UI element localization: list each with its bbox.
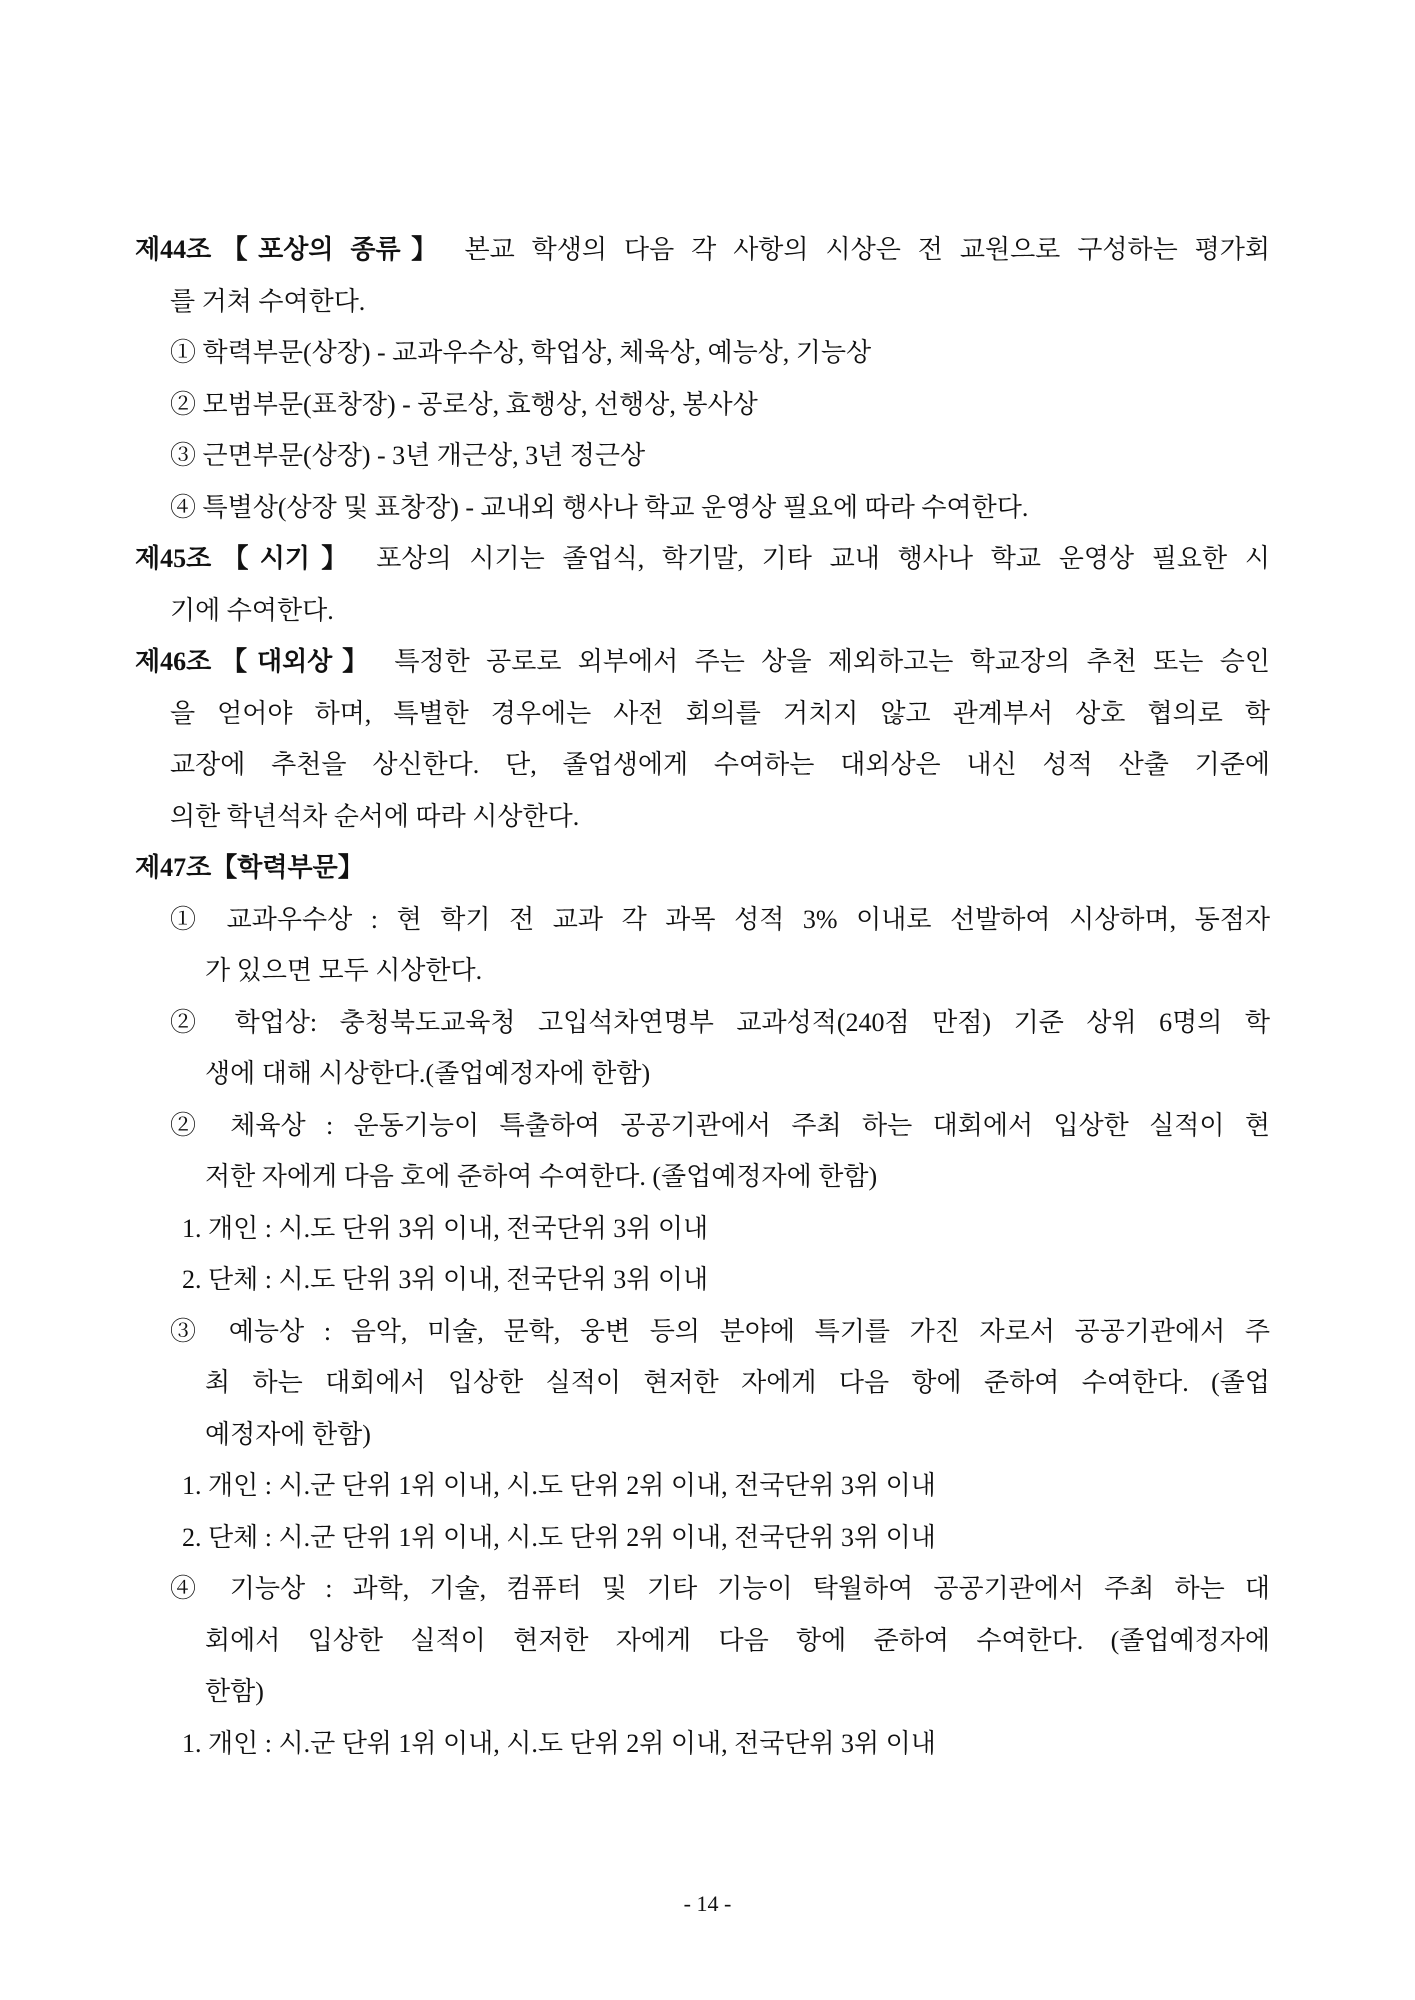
article-47-first-line xyxy=(135,842,1270,894)
article-44 xyxy=(135,224,1270,533)
article-47-item-arts-award xyxy=(135,1306,1270,1564)
article-44-item-1: ① 학력부문(상장) - 교과우수상, 학업상, 체육상, 예능상, 기능상 xyxy=(170,338,872,367)
item-text: ② 학업상: 충청북도교육청 고입석차연명부 교과성적(240점 만점) 기준 상위 6명의 학 xyxy=(170,1007,1270,1037)
sub-item: 1. 개인 : 시.군 단위 1위 이내, 시.도 단위 2위 이내, 전국단위 3위 이내 xyxy=(182,1728,936,1758)
item-text: ② 체육상 : 운동기능이 특출하여 공공기관에서 주최 하는 대회에서 입상한 실적이 현 xyxy=(170,1110,1270,1140)
article-47-item-academic-award xyxy=(135,997,1270,1100)
sub-item: 1. 개인 : 시.도 단위 3위 이내, 전국단위 3위 이내 xyxy=(182,1213,709,1243)
article-44-heading: 제44조【포상의 종류】 xyxy=(135,235,448,264)
article-47-item-subject-excellence xyxy=(135,894,1270,997)
article-47 xyxy=(135,842,1270,1769)
article-46-text-continued: 교장에 추천을 상신한다. 단, 졸업생에게 수여하는 대외상은 내신 성적 산출 기준에 xyxy=(170,750,1270,779)
article-46-text-continued: 의한 학년석차 순서에 따라 시상한다. xyxy=(170,801,580,831)
article-44-text: 본교 학생의 다음 각 사항의 시상은 전 교원으로 구성하는 평가회 xyxy=(464,235,1270,264)
item-text-continued: 한함) xyxy=(205,1677,264,1706)
article-45-text: 포상의 시기는 졸업식, 학기말, 기타 교내 행사나 학교 운영상 필요한 시 xyxy=(376,544,1270,573)
sub-item: 1. 개인 : 시.군 단위 1위 이내, 시.도 단위 2위 이내, 전국단위 3위 이내 xyxy=(182,1471,936,1500)
article-46-text-continued: 을 얻어야 하며, 특별한 경우에는 사전 회의를 거치지 않고 관계부서 상호 협의로 학 xyxy=(170,698,1270,728)
page-number: - 14 - xyxy=(683,1891,732,1916)
item-text: ③ 예능상 : 음악, 미술, 문학, 웅변 등의 분야에 특기를 가진 자로서 공공기관에서 주 xyxy=(170,1316,1270,1346)
article-45-heading: 제45조【시기】 xyxy=(135,544,359,573)
article-44-item-2: ② 모범부문(표창장) - 공로상, 효행상, 선행상, 봉사상 xyxy=(170,389,758,419)
item-text-continued: 예정자에 한함) xyxy=(205,1419,371,1449)
article-46-text: 특정한 공로로 외부에서 주는 상을 제외하고는 학교장의 추천 또는 승인 xyxy=(394,647,1270,676)
article-44-item-4: ④ 특별상(상장 및 표창장) - 교내외 행사나 학교 운영상 필요에 따라 수여한다. xyxy=(170,492,1029,522)
item-text-continued: 가 있으면 모두 시상한다. xyxy=(205,956,483,985)
article-44-item-3: ③ 근면부문(상장) - 3년 개근상, 3년 정근상 xyxy=(170,441,646,470)
item-text-continued: 회에서 입상한 실적이 현저한 자에게 다음 항에 준하여 수여한다. (졸업예정자에 xyxy=(205,1625,1270,1655)
item-text: ① 교과우수상 : 현 학기 전 교과 각 과목 성적 3% 이내로 선발하여 시상하며, 동점자 xyxy=(170,904,1270,934)
sub-item: 2. 단체 : 시.도 단위 3위 이내, 전국단위 3위 이내 xyxy=(182,1265,709,1294)
article-44-first-line xyxy=(135,224,1270,276)
article-46 xyxy=(135,636,1270,842)
item-text-continued: 최 하는 대회에서 입상한 실적이 현저한 자에게 다음 항에 준하여 수여한다. (졸업 xyxy=(205,1368,1270,1397)
article-46-heading: 제46조【대외상】 xyxy=(135,647,379,676)
article-45-first-line xyxy=(135,533,1270,585)
article-45 xyxy=(135,533,1270,636)
article-47-item-athletics-award xyxy=(135,1100,1270,1306)
item-text-continued: 저한 자에게 다음 호에 준하여 수여한다. (졸업예정자에 한함) xyxy=(205,1162,878,1191)
page-body xyxy=(135,224,1270,1769)
article-47-item-skills-award xyxy=(135,1563,1270,1769)
article-47-heading: 제47조【학력부문】 xyxy=(135,853,364,882)
article-45-text-continued: 기에 수여한다. xyxy=(170,595,334,625)
article-46-first-line xyxy=(135,636,1270,688)
item-text-continued: 생에 대해 시상한다.(졸업예정자에 한함) xyxy=(205,1059,651,1088)
sub-item: 2. 단체 : 시.군 단위 1위 이내, 시.도 단위 2위 이내, 전국단위 3위 이내 xyxy=(182,1522,936,1552)
item-text: ④ 기능상 : 과학, 기술, 컴퓨터 및 기타 기능이 탁월하여 공공기관에서 주최 하는 대 xyxy=(170,1574,1270,1603)
article-44-text-continued: 를 거쳐 수여한다. xyxy=(170,286,366,316)
